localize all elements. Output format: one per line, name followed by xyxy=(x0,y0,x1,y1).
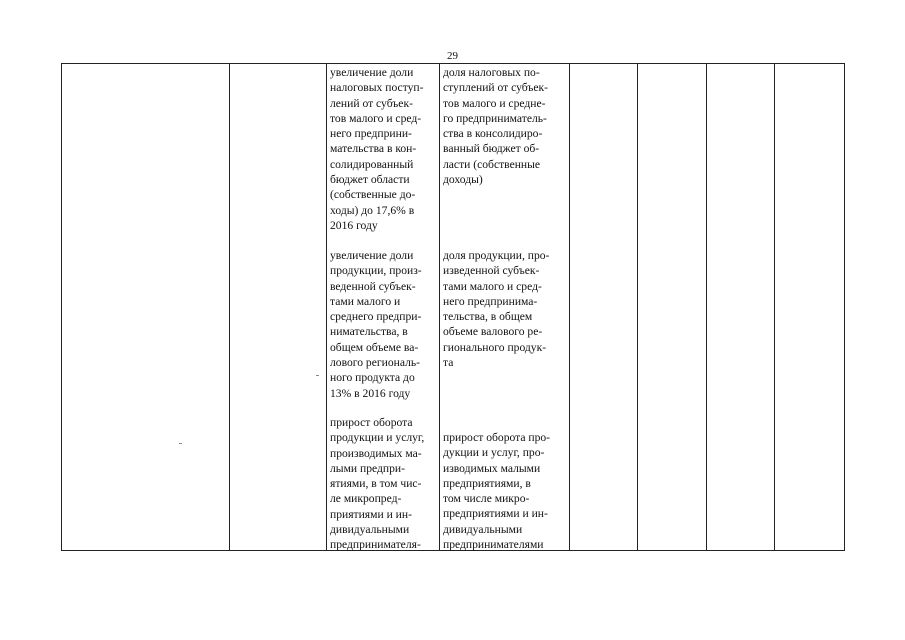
text-line: тами малого и сред- xyxy=(443,279,542,293)
indicator-text-block xyxy=(330,65,423,233)
column-divider xyxy=(774,63,775,551)
text-line: лений от субъек- xyxy=(330,96,413,110)
text-line: доля налоговых по- xyxy=(443,66,540,79)
text-line: тов малого и средне- xyxy=(443,96,546,110)
text-line: та xyxy=(443,356,454,370)
text-line: него предпринима- xyxy=(443,294,538,308)
text-line: том числе микро- xyxy=(443,492,530,506)
text-line: производимых ма- xyxy=(330,446,422,460)
column-divider xyxy=(637,63,638,551)
column-divider xyxy=(326,63,327,551)
text-line: дивидуальными xyxy=(330,523,410,537)
table-border-left xyxy=(61,63,62,551)
text-line: предпринимателями xyxy=(443,538,544,552)
text-line: 2016 году xyxy=(330,218,378,232)
text-line: (собственные до- xyxy=(330,188,416,202)
text-line: лового региональ- xyxy=(330,356,421,370)
indicator-text-block xyxy=(330,415,424,553)
text-line: общем объеме ва- xyxy=(330,340,419,354)
text-line: увеличение доли xyxy=(330,66,414,79)
page-number: 29 xyxy=(447,50,458,62)
text-line: прирост оборота про- xyxy=(443,431,551,444)
table-top-border xyxy=(61,63,845,64)
text-line: предпринимателя- xyxy=(330,538,421,552)
text-line: го предприниматель- xyxy=(443,111,547,125)
column-divider xyxy=(229,63,230,551)
text-line: ходы) до 17,6% в xyxy=(330,203,415,217)
text-line: нимательства, в xyxy=(330,325,408,339)
text-line: дивидуальными xyxy=(443,522,523,536)
text-line: налоговых поступ- xyxy=(330,81,424,95)
indicator-text-block xyxy=(443,248,549,370)
text-line: ступлений от субъек- xyxy=(443,81,548,95)
text-line: веденной субъек- xyxy=(330,279,416,293)
column-divider xyxy=(439,63,440,551)
text-line: тельства, в общем xyxy=(443,310,533,324)
text-line: предприятиями и ин- xyxy=(443,507,548,521)
text-line: ле микропред- xyxy=(330,492,402,506)
text-line: продукции, произ- xyxy=(330,264,422,278)
text-line: изводимых малыми xyxy=(443,461,541,475)
indicator-text-block xyxy=(443,65,548,187)
text-line: него предприни- xyxy=(330,127,412,141)
text-line: ласти (собственные xyxy=(443,157,541,171)
text-line: ятиями, в том чис- xyxy=(330,477,422,491)
column-divider xyxy=(706,63,707,551)
text-line: 13% в 2016 году xyxy=(330,386,411,400)
text-line: лыми предпри- xyxy=(330,461,405,475)
text-line: продукции и услуг, xyxy=(330,431,425,445)
text-line: солидированный xyxy=(330,157,414,171)
text-line: мательства в кон- xyxy=(330,142,417,156)
data-table xyxy=(61,63,845,551)
text-line: ства в консолидиро- xyxy=(443,127,543,141)
text-line: среднего предпри- xyxy=(330,310,422,324)
text-line: тов малого и сред- xyxy=(330,111,422,125)
text-line: бюджет области xyxy=(330,173,410,187)
text-line: прирост оборота xyxy=(330,416,413,429)
scan-speck xyxy=(179,443,182,444)
text-line: изведенной субъек- xyxy=(443,264,540,278)
text-line: предприятиями, в xyxy=(443,476,531,490)
text-line: ного продукта до xyxy=(330,371,415,385)
column-divider xyxy=(569,63,570,551)
text-line: доля продукции, про- xyxy=(443,249,550,262)
text-line: гионального продук- xyxy=(443,340,547,354)
indicator-text-block xyxy=(330,248,422,401)
text-line: тами малого и xyxy=(330,294,401,308)
table-border-right xyxy=(844,63,845,551)
scan-speck xyxy=(316,375,319,376)
text-line: ванный бюджет об- xyxy=(443,142,540,156)
indicator-text-block xyxy=(443,430,550,552)
text-line: дукции и услуг, про- xyxy=(443,446,545,460)
text-line: приятиями и ин- xyxy=(330,507,412,521)
text-line: объеме валового ре- xyxy=(443,325,543,339)
text-line: доходы) xyxy=(443,173,483,187)
text-line: увеличение доли xyxy=(330,249,414,262)
